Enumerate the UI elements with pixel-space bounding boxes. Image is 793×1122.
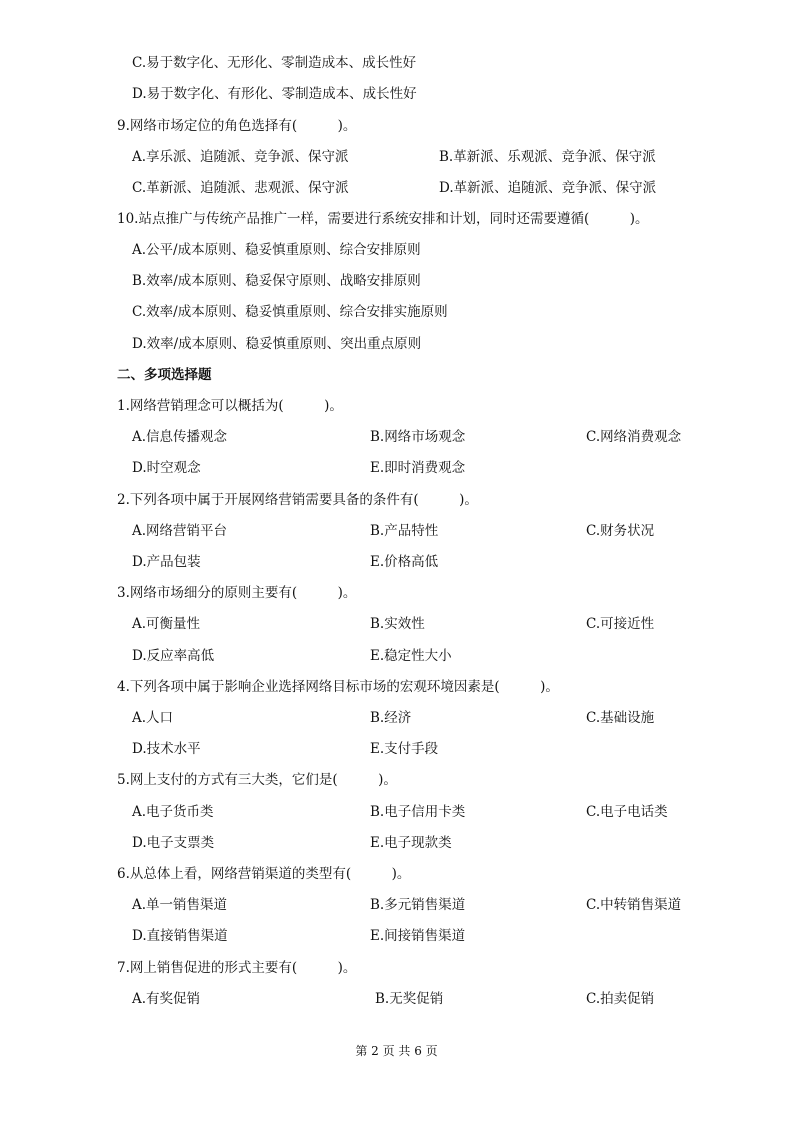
option-b: B.网络市场观念 xyxy=(370,429,466,445)
option-a: A.网络营销平台 xyxy=(132,523,228,539)
option-c: C.基础设施 xyxy=(586,710,655,726)
option-c: C.效率/成本原则、稳妥慎重原则、综合安排实施原则 xyxy=(132,304,448,320)
option-b: B.多元销售渠道 xyxy=(370,897,466,913)
option-c: C.可接近性 xyxy=(586,616,655,632)
option-a: A.可衡量性 xyxy=(132,616,201,632)
option-d: D.时空观念 xyxy=(132,460,201,476)
question-2: 2.下列各项中属于开展网络营销需要具备的条件有( )。 xyxy=(117,492,478,508)
option-e: E.电子现款类 xyxy=(370,835,452,851)
question-9: 9.网络市场定位的角色选择有( )。 xyxy=(117,118,357,134)
section-heading: 二、多项选择题 xyxy=(117,367,212,383)
option-c: C.中转销售渠道 xyxy=(586,897,682,913)
option-b: B.电子信用卡类 xyxy=(370,804,466,820)
option-b: B.实效性 xyxy=(370,616,425,632)
question-3: 3.网络市场细分的原则主要有( )。 xyxy=(117,585,357,601)
option-a: A.公平/成本原则、稳妥慎重原则、综合安排原则 xyxy=(132,242,421,258)
option-c: C.拍卖促销 xyxy=(586,991,655,1007)
option-e: E.价格高低 xyxy=(370,554,439,570)
option-d: D.革新派、追随派、竞争派、保守派 xyxy=(439,180,657,196)
page-footer: 第 2 页 共 6 页 xyxy=(355,1044,438,1058)
option-d: D.易于数字化、有形化、零制造成本、成长性好 xyxy=(132,86,417,102)
option-d: D.反应率高低 xyxy=(132,648,215,664)
option-c: C.易于数字化、无形化、零制造成本、成长性好 xyxy=(132,55,417,71)
option-d: D.效率/成本原则、稳妥慎重原则、突出重点原则 xyxy=(132,336,422,352)
question-7: 7.网上销售促进的形式主要有( )。 xyxy=(117,960,357,976)
option-c: C.革新派、追随派、悲观派、保守派 xyxy=(132,180,349,196)
question-10: 10.站点推广与传统产品推广一样，需要进行系统安排和计划，同时还需要遵循( )。 xyxy=(117,211,649,227)
question-5: 5.网上支付的方式有三大类，它们是( )。 xyxy=(117,772,397,788)
option-a: A.享乐派、追随派、竞争派、保守派 xyxy=(132,149,349,165)
option-b: B.效率/成本原则、稳妥保守原则、战略安排原则 xyxy=(132,273,421,289)
option-c: C.电子电话类 xyxy=(586,804,668,820)
option-b: B.革新派、乐观派、竞争派、保守派 xyxy=(439,149,656,165)
option-e: E.稳定性大小 xyxy=(370,648,452,664)
option-d: D.直接销售渠道 xyxy=(132,928,228,944)
question-1: 1.网络营销理念可以概括为( )。 xyxy=(117,398,343,414)
option-d: D.产品包装 xyxy=(132,554,201,570)
option-c: C.财务状况 xyxy=(586,523,655,539)
option-e: E.支付手段 xyxy=(370,741,439,757)
option-c: C.网络消费观念 xyxy=(586,429,682,445)
option-d: D.技术水平 xyxy=(132,741,201,757)
option-e: E.即时消费观念 xyxy=(370,460,466,476)
option-b: B.经济 xyxy=(370,710,412,726)
option-b: B.产品特性 xyxy=(370,523,439,539)
option-a: A.有奖促销 xyxy=(132,991,201,1007)
option-b: B.无奖促销 xyxy=(375,991,444,1007)
option-a: A.人口 xyxy=(132,710,174,726)
option-e: E.间接销售渠道 xyxy=(370,928,466,944)
option-a: A.电子货币类 xyxy=(132,804,214,820)
question-6: 6.从总体上看，网络营销渠道的类型有( )。 xyxy=(117,866,411,882)
option-a: A.单一销售渠道 xyxy=(132,897,228,913)
question-4: 4.下列各项中属于影响企业选择网络目标市场的宏观环境因素是( )。 xyxy=(117,679,559,695)
option-a: A.信息传播观念 xyxy=(132,429,228,445)
option-d: D.电子支票类 xyxy=(132,835,215,851)
